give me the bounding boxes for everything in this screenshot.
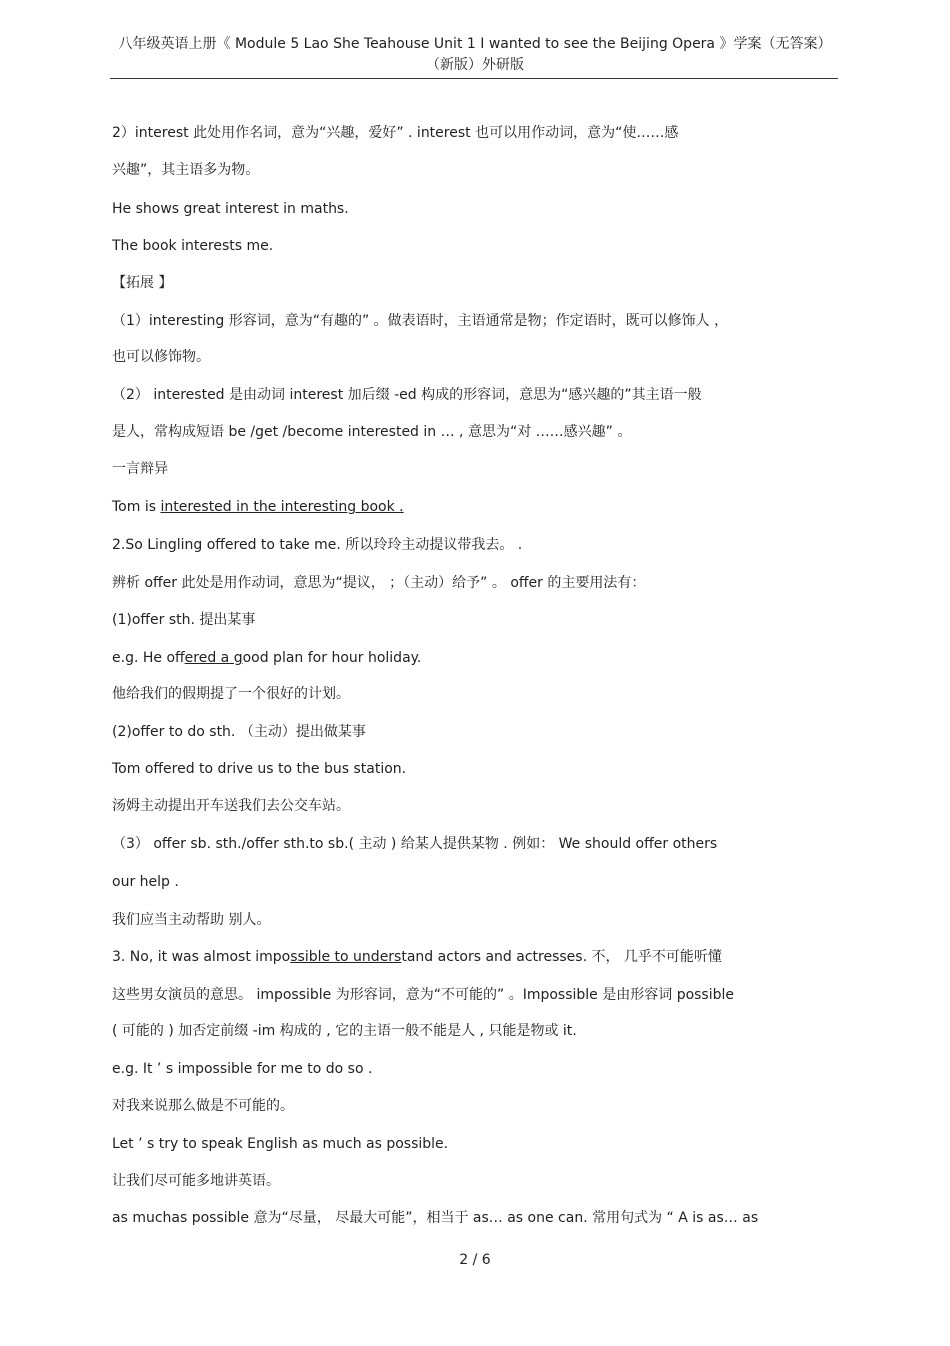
text-line: 一言辩异 [112,461,168,477]
text-line: 他给我们的假期提了一个很好的计划。 [112,686,350,702]
text-line: 我们应当主动帮助 别人。 [112,912,271,928]
text-segment: e interesting book . [267,499,404,515]
text-line: (1)offer sth. 提出某事 [112,612,256,628]
text-line: our help . [112,874,179,890]
text-segment: ood plan for hour holiday. [242,650,422,666]
text-segment: 3. No, it was almost impo [112,949,291,965]
text-line: 2）interest 此处用作名词，意为“兴趣，爱好” . interest 也可以用作动词，意为“使……感 [112,125,679,141]
text-line: （1）interesting 形容词，意为“有趣的” 。做表语时，主语通常是物；作定语时，既可以修饰人 ， [112,313,729,329]
text-line: 是人，常构成短语 be /get /become interested in … , 意思为“对 ……感兴趣” 。 [112,424,632,440]
page-header [112,34,838,76]
text-line: 辨析 offer 此处是用作动词，意思为“提议， ；（主动）给予” 。 offer 的主要用法有： [112,575,646,591]
text-line: ( 可能的 ) 加否定前缀 -im 构成的 , 它的主语一般不能是人 , 只能是物或 it. [112,1023,577,1039]
header-rule [110,78,838,79]
header-title-line1: 八年级英语上册《 Module 5 Lao She Teahouse Unit 1 I wanted to see the Beijing Opera 》学案（无答案） [118,36,832,52]
text-line: He shows great interest in maths. [112,201,349,217]
text-line: 对我来说那么做是不可能的。 [112,1098,294,1114]
underlined-segment: ered a g [184,650,243,666]
text-segment: tand actors and actresses. 不， 几乎不可能听懂 [401,949,722,965]
text-line: 兴趣”，其主语多为物。 [112,162,260,178]
text-line-underlined [112,947,722,967]
text-line: 也可以修饰物。 [112,349,210,365]
text-line-underlined [112,648,421,668]
text-line: Tom offered to drive us to the bus station. [112,761,407,777]
text-line: 这些男女演员的意思。 impossible 为形容词，意为“不可能的” 。Impossible 是由形容词 possible [112,987,735,1003]
page-number: 2 / 6 [459,1252,491,1268]
header-title-line2: （新版）外研版 [426,57,524,73]
text-line: 让我们尽可能多地讲英语。 [112,1173,280,1189]
underlined-segment: interested in th [160,499,268,515]
text-line: The book interests me. [112,238,274,254]
text-line: 汤姆主动提出开车送我们去公交车站。 [112,798,350,814]
text-segment: e.g. He off [112,650,185,666]
text-segment: Tom is [112,499,161,515]
underlined-segment: ssible to unders [290,949,402,965]
text-line: 2.So Lingling offered to take me. 所以玲玲主动提议带我去。 . [112,537,523,553]
text-line: e.g. It ’ s impossible for me to do so . [112,1061,373,1077]
text-line: 【拓展 】 [112,275,173,291]
text-line: as muchas possible 意为“尽量， 尽最大可能”，相当于 as… as one can. 常用句式为 “ A is as… as [112,1210,759,1226]
text-line: (2)offer to do sth. （主动）提出做某事 [112,724,366,740]
text-line: （2） interested 是由动词 interest 加后缀 -ed 构成的形容词，意思为“感兴趣的”其主语一般 [112,387,702,403]
text-line: （3） offer sb. sth./offer sth.to sb.( 主动 ) 给某人提供某物 . 例如： We should offer others [112,836,718,852]
text-line: Let ’ s try to speak English as much as possible. [112,1136,449,1152]
text-line-underlined [112,497,404,517]
